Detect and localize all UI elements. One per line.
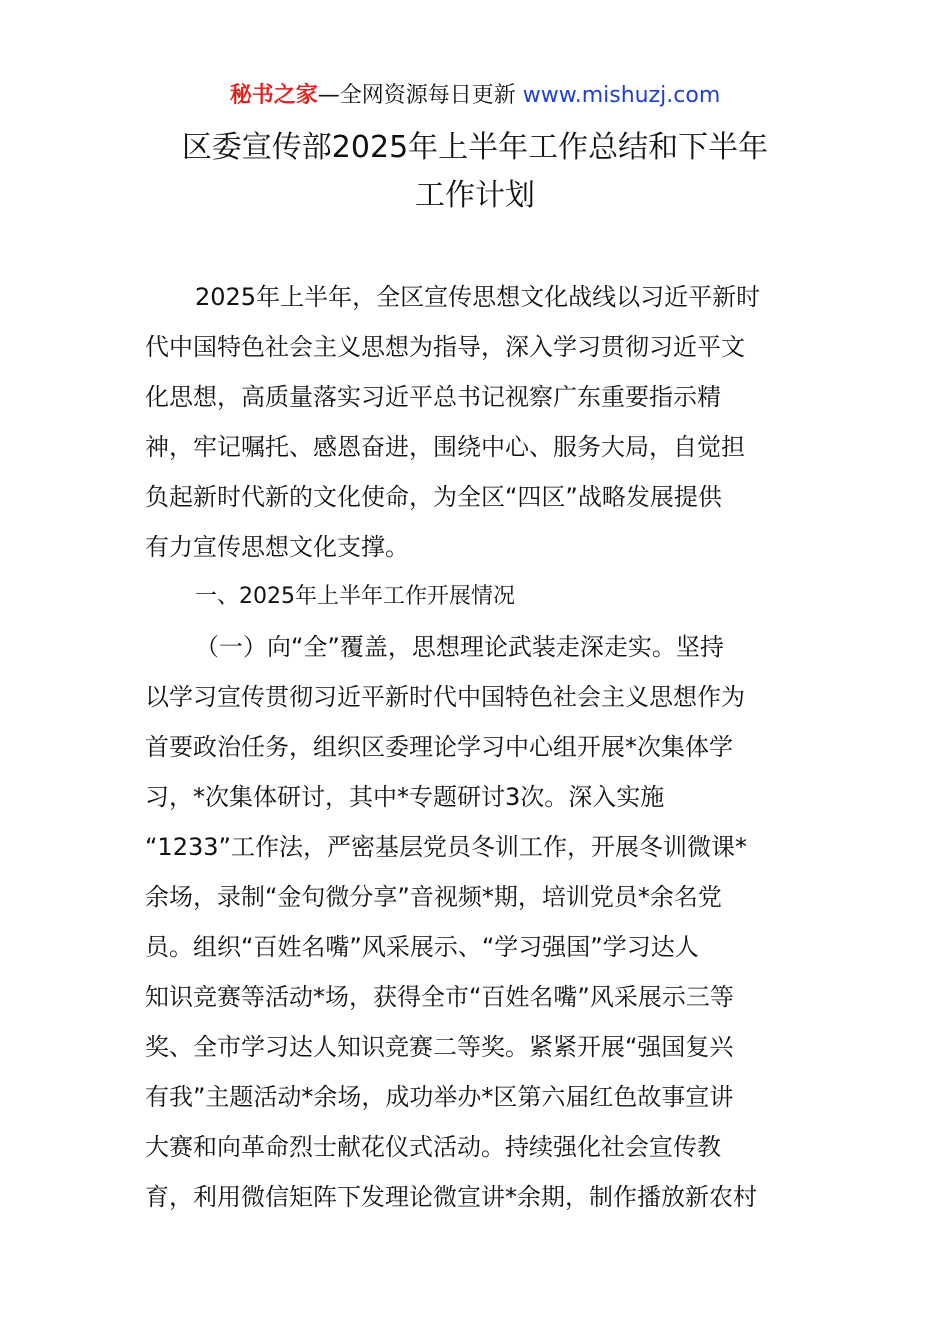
text-line: 习，*次集体研讨，其中*专题研讨3次。深入实施 [145, 783, 665, 811]
title-line-2: 工作计划 [415, 178, 535, 213]
text-line: 有我”主题活动*余场，成功举办*区第六届红色故事宣讲 [145, 1083, 734, 1111]
section-heading: 一、2025年上半年工作开展情况 [195, 584, 515, 609]
site-header [0, 80, 950, 112]
text-line: 知识竞赛等活动*场，获得全市“百姓名嘴”风采展示三等 [145, 983, 734, 1011]
title-line-1: 区委宣传部2025年上半年工作总结和下半年 [181, 130, 769, 165]
text-line: 负起新时代新的文化使命，为全区“四区”战略发展提供 [145, 483, 722, 511]
intro-paragraph [145, 272, 805, 572]
text-line: 有力宣传思想文化支撑。 [145, 533, 409, 561]
site-url-link[interactable]: www.mishuzj.com [522, 83, 721, 108]
text-line: 首要政治任务，组织区委理论学习中心组开展*次集体学 [145, 733, 733, 761]
brand-name: 秘书之家 [229, 83, 318, 108]
text-line: 员。组织“百姓名嘴”风采展示、“学习强国”学习达人 [145, 933, 699, 961]
text-line: 2025年上半年，全区宣传思想文化战线以习近平新时 [195, 283, 761, 311]
text-line: 化思想，高质量落实习近平总书记视察广东重要指示精 [145, 383, 721, 411]
text-line: 以学习宣传贯彻习近平新时代中国特色社会主义思想作为 [145, 683, 745, 711]
text-line: “1233”工作法，严密基层党员冬训工作，开展冬训微课* [145, 833, 747, 861]
text-line: 奖、全市学习达人知识竞赛二等奖。紧紧开展“强国复兴 [145, 1033, 734, 1061]
header-tagline: —全网资源每日更新 [317, 83, 523, 108]
subsection-paragraph [145, 622, 805, 1222]
text-line: 代中国特色社会主义思想为指导，深入学习贯彻习近平文 [145, 333, 745, 361]
text-line: 神，牢记嘱托、感恩奋进，围绕中心、服务大局，自觉担 [145, 433, 745, 461]
document-title [120, 124, 830, 220]
text-line: 育，利用微信矩阵下发理论微宣讲*余期，制作播放新农村 [145, 1183, 757, 1211]
text-line: 余场，录制“金句微分享”音视频*期，培训党员*余名党 [145, 883, 722, 911]
text-line: （一）向“全”覆盖，思想理论武装走深走实。坚持 [195, 633, 724, 661]
text-line: 大赛和向革命烈士献花仪式活动。持续强化社会宣传教 [145, 1133, 721, 1161]
document-body [145, 272, 805, 1222]
